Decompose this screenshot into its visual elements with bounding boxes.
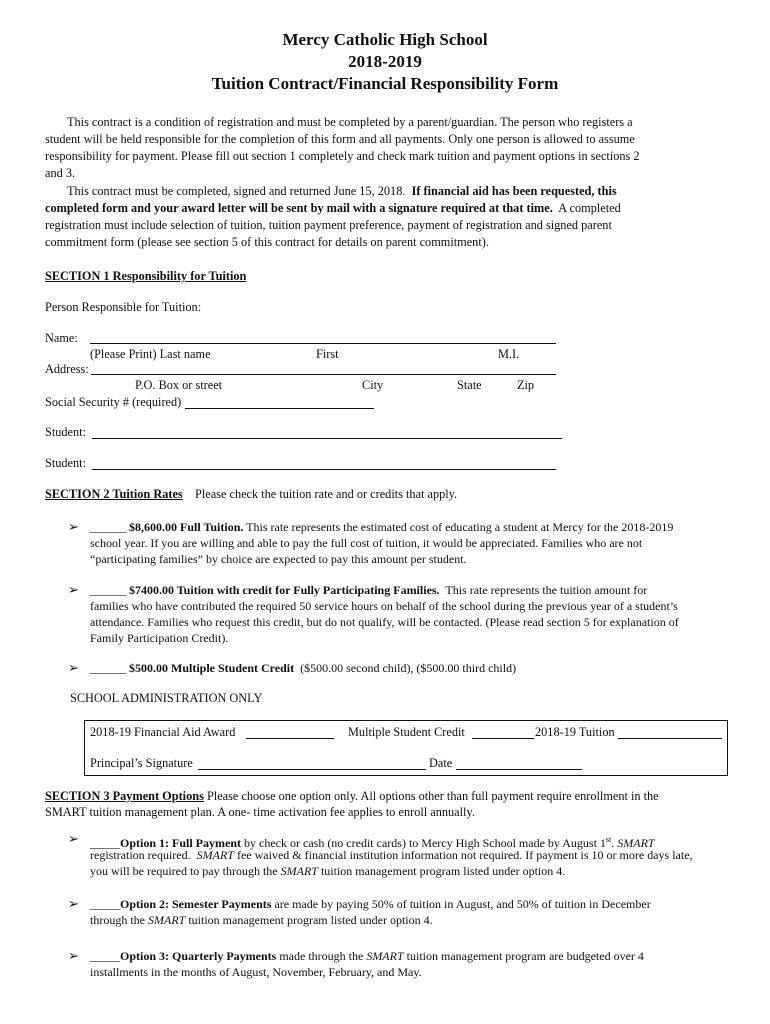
option-text: ($500.00 second child), ($500.00 third child) [300,661,517,675]
option-text-part: registration required. [90,848,191,862]
arrow-bullet-icon: ➢ [68,519,79,534]
arrow-bullet-icon: ➢ [68,660,79,675]
admin-label: SCHOOL ADMINISTRATION ONLY [70,691,263,705]
option-text-part: tuition management program listed under option 4. [188,913,433,927]
arrow-bullet-icon: ➢ [68,831,79,846]
aid-award-label: 2018-19 Financial Aid Award [90,725,236,739]
smart-brand: SMART [196,848,234,862]
principal-signature-label: Principal’s Signature [90,756,193,770]
first-name-caption: First [316,347,339,361]
intro-line: commitment form (please see section 5 of this contract for details on parent commitment). [45,235,489,249]
last-name-caption: (Please Print) Last name [90,347,211,361]
aid-award-field[interactable] [246,726,334,739]
person-responsible-label: Person Responsible for Tuition: [45,300,202,314]
intro-text: A completed [558,201,621,215]
intro-line: registration must include selection of tuition, tuition payment preference, payment of registration and signed parent [45,218,612,232]
tuition-option-full[interactable] [90,519,673,536]
option-text: installments in the months of August, November, February, and May. [90,965,422,979]
option-title: $8,600.00 Full Tuition. [129,520,244,534]
student-label: Student: [45,425,86,439]
option-text: This rate represents the estimated cost of educating a student at Mercy for the 2018-2019 [246,520,674,534]
intro-line: student will be held responsible for the completion of this form and all payments. Only one person is allowed to assume [45,132,635,146]
superscript: st [605,835,612,844]
section3-title: SECTION 3 Payment Options [45,789,204,803]
zip-caption: Zip [517,378,535,392]
arrow-bullet-icon: ➢ [68,582,79,597]
checkbox-blank[interactable]: _____ [90,836,120,850]
checkbox-blank[interactable]: _____ [90,949,120,963]
option-text: attendance. Families who request this credit, but do not qualify, will be contacted. (Please read section 5 for explanation of [90,615,679,629]
admin-tuition-field[interactable] [618,726,722,739]
intro-line: This contract is a condition of registration and must be completed by a parent/guardian. The person who registers a [67,115,633,129]
intro-line: and 3. [45,166,76,180]
city-caption: City [362,378,384,392]
option-text [90,863,565,880]
financial-aid-note: If financial aid has been requested, this [411,184,617,198]
school-name: Mercy Catholic High School [282,30,488,49]
street-caption: P.O. Box or street [135,378,223,392]
middle-initial-caption: M.I. [498,347,520,361]
address-label: Address: [45,362,89,376]
option-text: are made by paying 50% of tuition in August, and 50% of tuition in December [274,897,651,911]
option-title: $7400.00 Tuition with credit for Fully Participating Families. [129,583,440,597]
option-title: Option 2: Semester Payments [120,897,272,911]
payment-option-semester[interactable] [90,896,651,913]
option-text-part: made through the [279,949,364,963]
option-text: Family Participation Credit). [90,631,229,645]
option-text: This rate represents the tuition amount for [445,583,648,597]
checkbox-blank[interactable]: _____ [90,897,120,911]
intro-line: responsibility for payment. Please fill out section 1 completely and check mark tuition and payment options in sections 2 [45,149,640,163]
student-field-1[interactable] [92,426,562,439]
option-text: families who have contributed the required 50 service hours on behalf of the school during the previous year of a student’s [90,599,678,613]
ssn-field[interactable] [185,396,374,409]
checkbox-blank[interactable]: ______ [90,583,126,597]
checkbox-blank[interactable]: ______ [90,520,126,534]
multi-credit-field[interactable] [472,726,534,739]
name-label: Name: [45,331,78,345]
option-text-part: you will be required to pay through the [90,864,278,878]
option-text-part: tuition management program are budgeted over 4 [406,949,644,963]
checkbox-blank[interactable]: ______ [90,661,126,675]
deadline-text: This contract must be completed, signed and returned June 15, 2018. [67,184,406,198]
arrow-bullet-icon: ➢ [68,896,79,911]
option-text: by check or cash (no credit cards) to Mercy High School made by August 1 [244,836,606,850]
smart-brand: SMART [617,836,655,850]
option-title: Option 1: Full Payment [120,836,242,850]
ssn-label: Social Security # (required) [45,395,182,409]
option-text [90,912,433,929]
option-text-part: through the [90,913,145,927]
form-title: Tuition Contract/Financial Responsibility Form [211,74,559,93]
name-field[interactable] [90,331,556,344]
section3-instruction-cont: SMART tuition management plan. A one- time activation fee applies to enroll annually. [45,805,475,819]
option-text [90,847,693,864]
financial-aid-note-cont: completed form and your award letter will be sent by mail with a signature required at that time. [45,201,553,215]
section2-title: SECTION 2 Tuition Rates [45,487,183,501]
option-text: “participating families” by choice are expected to pay this amount per student. [90,552,467,566]
multi-credit-label: Multiple Student Credit [348,725,465,739]
payment-option-quarterly[interactable] [90,948,644,965]
address-field[interactable] [91,362,556,375]
intro-line [45,200,621,217]
date-field[interactable] [456,757,582,770]
tuition-option-participating[interactable] [90,582,647,599]
date-label: Date [429,756,453,770]
school-year: 2018-2019 [348,52,422,71]
principal-signature-field[interactable] [198,757,426,770]
smart-brand: SMART [366,949,404,963]
section1-title: SECTION 1 Responsibility for Tuition [45,269,247,283]
payment-option-full[interactable]: _____Option 1: Full Payment by check or cash (no credit cards) to Mercy High School made by August 1st. SMART [90,835,655,850]
admin-tuition-label: 2018-19 Tuition [535,725,615,739]
tuition-option-multiple[interactable] [90,660,516,677]
section3-header [45,788,659,805]
option-text-part: tuition management program listed under option 4. [320,864,566,878]
arrow-bullet-icon: ➢ [68,948,79,963]
option-title: $500.00 Multiple Student Credit [129,661,295,675]
student-field-2[interactable] [92,457,556,470]
section2-header [45,486,457,503]
student-label: Student: [45,456,86,470]
section3-instruction: Please choose one option only. All options other than full payment require enrollment in the [206,789,659,803]
smart-brand: SMART [280,864,318,878]
section2-instruction: Please check the tuition rate and or credits that apply. [195,487,458,501]
state-caption: State [457,378,482,392]
option-title: Option 3: Quarterly Payments [120,949,277,963]
option-text-part: fee waived & financial institution information not required. If payment is 10 or more days late, [236,848,693,862]
smart-brand: SMART [148,913,186,927]
intro-line [67,183,617,200]
option-text: school year. If you are willing and able to pay the full cost of tuition, it would be appreciated. Families who are not [90,536,643,550]
